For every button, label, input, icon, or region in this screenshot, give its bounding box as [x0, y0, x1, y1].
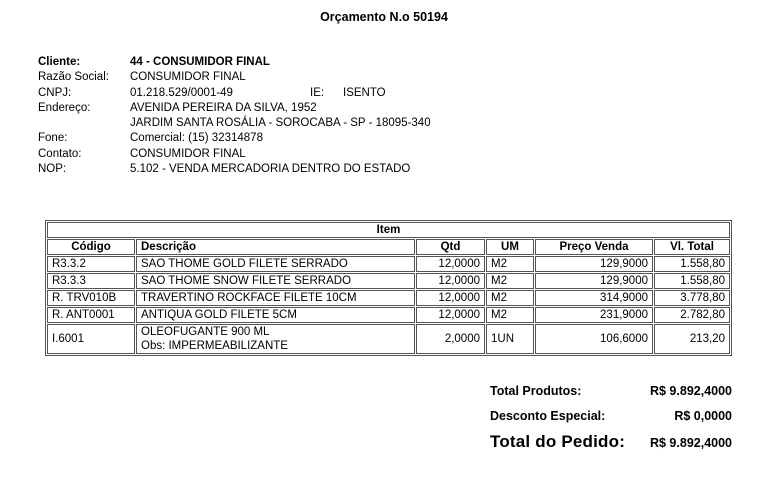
col-header-vl-total: Vl. Total: [654, 239, 730, 255]
total-produtos-label: Total Produtos:: [490, 384, 582, 398]
fone-value: Comercial: (15) 32314878: [130, 132, 263, 145]
total-pedido-row: [490, 432, 732, 452]
cell-codigo: R3.3.2: [47, 256, 135, 272]
client-info: [38, 55, 431, 177]
cell-preco: 106,6000: [535, 324, 653, 354]
cell-qtd: 2,0000: [416, 324, 485, 354]
cell-total: 1.558,80: [654, 273, 730, 289]
razao-social-value: CONSUMIDOR FINAL: [130, 71, 246, 84]
client-row-contato: [38, 147, 431, 162]
client-row-fone: [38, 131, 431, 146]
table-row: [47, 273, 730, 289]
cell-total: 213,20: [654, 324, 730, 354]
cell-descricao: [136, 324, 415, 354]
col-header-codigo: Código: [47, 239, 135, 255]
cell-descricao-line1: OLEOFUGANTE 900 ML: [141, 326, 270, 338]
cliente-value: 44 - CONSUMIDOR FINAL: [130, 56, 270, 68]
table-row: [47, 256, 730, 272]
col-header-preco-venda: Preço Venda: [535, 239, 653, 255]
group-header-item: Item: [47, 222, 730, 238]
cell-qtd: 12,0000: [416, 290, 485, 306]
col-header-qtd: Qtd: [416, 239, 485, 255]
client-row-endereco: [38, 101, 431, 116]
fone-label: Fone:: [38, 132, 68, 145]
nop-label: NOP:: [38, 163, 67, 176]
cell-um: M2: [486, 273, 534, 289]
cnpj-value: 01.218.529/0001-49: [130, 86, 233, 99]
endereco-spacer: [38, 116, 130, 131]
table-row: [47, 307, 730, 323]
cell-qtd: 12,0000: [416, 273, 485, 289]
cell-descricao: ANTIQUA GOLD FILETE 5CM: [136, 307, 415, 323]
col-header-um: UM: [486, 239, 534, 255]
table-row: [47, 290, 730, 306]
cell-preco: 129,9000: [535, 273, 653, 289]
cell-qtd: 12,0000: [416, 256, 485, 272]
cnpj-label: CNPJ:: [38, 86, 72, 99]
client-row-nop: [38, 162, 431, 177]
ie-label: IE:: [310, 86, 325, 99]
client-row-razao-social: [38, 70, 431, 85]
endereco-label: Endereço:: [38, 101, 91, 114]
table-column-header-row: [47, 239, 730, 255]
ie-value: ISENTO: [343, 86, 386, 99]
cell-qtd: 12,0000: [416, 307, 485, 323]
nop-value: 5.102 - VENDA MERCADORIA DENTRO DO ESTADO: [130, 163, 411, 176]
cell-codigo: R3.3.3: [47, 273, 135, 289]
cell-total: 1.558,80: [654, 256, 730, 272]
client-row-cliente: [38, 55, 431, 70]
table-group-header-row: [47, 222, 730, 238]
cell-um: M2: [486, 290, 534, 306]
endereco-line1: AVENIDA PEREIRA DA SILVA, 1952: [130, 101, 317, 114]
desconto-especial-row: [490, 409, 732, 423]
items-table: [45, 220, 732, 356]
total-pedido-value: R$ 9.892,4000: [649, 436, 732, 450]
cell-total: 2.782,80: [654, 307, 730, 323]
contato-label: Contato:: [38, 147, 82, 160]
client-row-endereco-2: [38, 116, 431, 131]
page-title: Orçamento N.o 50194: [320, 10, 448, 24]
cell-um: 1UN: [486, 324, 534, 354]
client-row-cnpj: [38, 86, 431, 101]
cell-descricao: SAO THOME GOLD FILETE SERRADO: [136, 256, 415, 272]
total-produtos-value: R$ 9.892,4000: [649, 384, 732, 398]
endereco-line2: JARDIM SANTA ROSÁLIA - SOROCABA - SP - 18095-340: [130, 117, 431, 130]
cell-codigo: R. ANT0001: [47, 307, 135, 323]
razao-social-label: Razão Social:: [38, 71, 109, 84]
cell-descricao: SAO THOME SNOW FILETE SERRADO: [136, 273, 415, 289]
cell-descricao-obs: Obs: IMPERMEABILIZANTE: [141, 340, 288, 352]
cell-um: M2: [486, 307, 534, 323]
contato-value: CONSUMIDOR FINAL: [130, 147, 246, 160]
cell-descricao: TRAVERTINO ROCKFACE FILETE 10CM: [136, 290, 415, 306]
cell-total: 3.778,80: [654, 290, 730, 306]
cell-preco: 314,9000: [535, 290, 653, 306]
desconto-especial-label: Desconto Especial:: [490, 409, 606, 423]
desconto-especial-value: R$ 0,0000: [674, 409, 732, 423]
col-header-descricao: Descrição: [136, 239, 415, 255]
table-row: [47, 324, 730, 354]
total-pedido-label: Total do Pedido:: [490, 432, 626, 451]
cell-preco: 231,9000: [535, 307, 653, 323]
cell-codigo: R. TRV010B: [47, 290, 135, 306]
cell-preco: 129,9000: [535, 256, 653, 272]
cell-codigo: I.6001: [47, 324, 135, 354]
cliente-label: Cliente:: [38, 56, 81, 68]
totals-block: [490, 384, 732, 463]
total-produtos-row: [490, 384, 732, 398]
cell-um: M2: [486, 256, 534, 272]
